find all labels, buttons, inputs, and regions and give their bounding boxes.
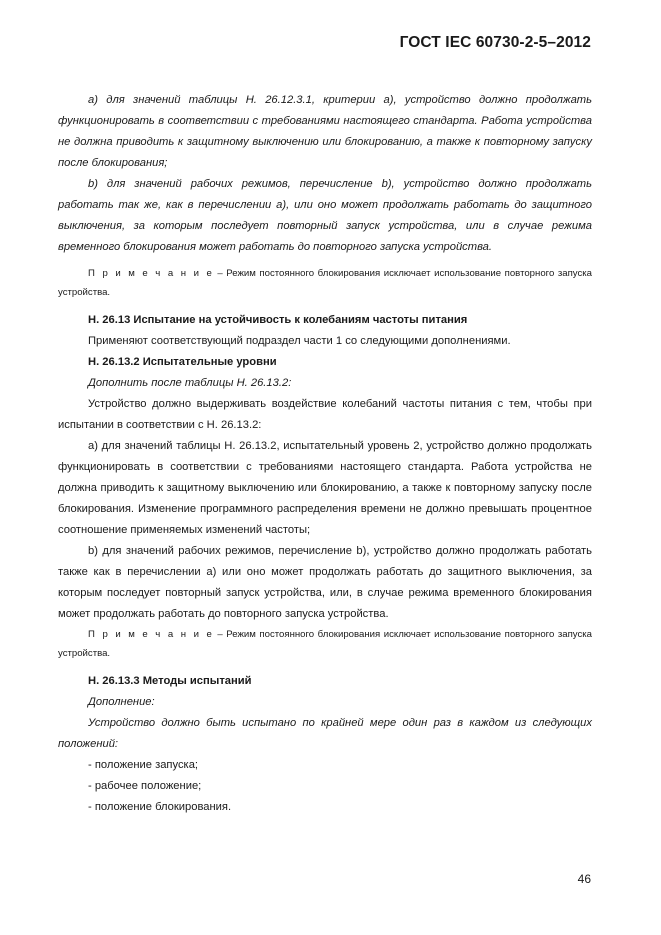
paragraph-instruction: Дополнить после таблицы Н. 26.13.2: [88,377,292,389]
note-label: П р и м е ч а н и е [88,268,214,279]
list-item: - положение запуска; [88,759,199,771]
subsection-heading: Н. 26.13.2 Испытательные уровни [88,356,277,368]
paragraph-a-item: а) для значений таблицы Н. 26.13.2, испытательный уровень 2, устройство должно продолжать функционировать в соответствии с требованиями настоящего стандарта. Работа устройства не должна приводить к защитному выключению или блокированию, а также к повторному запуску после блокирования. Изменение программного распределения времени не должно превышать процентное соотношение применяемых изменений частоты; [58,440,592,536]
note-text: – Режим постоянного блокирования исключает использование повторного запуска устройства. [58,629,592,659]
paragraph-b-item: b) для значений рабочих режимов, перечисление b), устройство должно продолжать работать также как в перечислении а) или оно может продолжать работать до защитного выключения, за которым последует повторный запуск устройства, или, в случае режима временного блокирования может продолжать работать до повторного запуска устройства. [58,545,592,620]
paragraph: Устройство должно выдерживать воздействие колебаний частоты питания с тем, чтобы при испытании в соответствии с Н. 26.13.2: [58,398,592,431]
page-body [58,90,592,818]
note-label: П р и м е ч а н и е [88,629,214,640]
paragraph: Применяют соответствующий подраздел части 1 со следующими дополнениями. [88,335,511,347]
paragraph: Устройство должно быть испытано по крайней мере один раз в каждом из следующих положений: [58,717,592,750]
paragraph-a-item: а) для значений таблицы Н. 26.12.3.1, критерии а), устройство должно продолжать функционировать в соответствии с требованиями настоящего стандарта. Работа устройства не должна приводить к защитному выключению или блокированию, а также к повторному запуску после блокирования; [58,94,592,169]
paragraph-instruction: Дополнение: [88,696,155,708]
list-item: - положение блокирования. [88,801,232,813]
list-item: - рабочее положение; [88,780,202,792]
page-number: 46 [577,872,591,886]
note-text: – Режим постоянного блокирования исключает использование повторного запуска устройства. [58,268,592,298]
document-header: ГОСТ IEC 60730-2-5–2012 [399,34,591,51]
subsection-heading: Н. 26.13.3 Методы испытаний [88,675,252,687]
section-heading: Н. 26.13 Испытание на устойчивость к колебаниям частоты питания [88,314,468,326]
note-paragraph [58,264,592,302]
paragraph-b-item: b) для значений рабочих режимов, перечисление b), устройство должно продолжать работать так же, как в перечислении а), или оно может продолжать работать до защитного выключения, за которым последует повторный запуск устройства, или в случае режима временного блокирования может работать до повторного запуска устройства. [58,178,592,253]
note-paragraph [58,625,592,663]
